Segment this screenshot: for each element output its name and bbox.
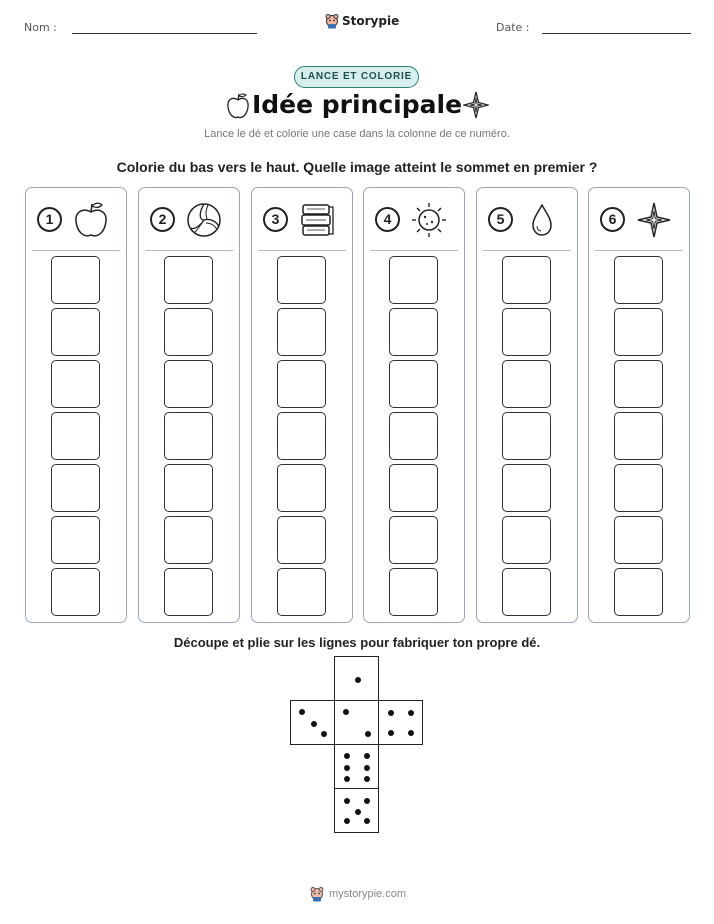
column-divider (595, 250, 683, 251)
column-2 (138, 187, 240, 623)
die-dot (364, 776, 370, 782)
cut-instruction: Découpe et plie sur les lignes pour fabriquer ton propre dé. (173, 635, 541, 650)
storypie-mascot-icon (325, 13, 339, 29)
color-box[interactable] (389, 360, 438, 408)
color-box[interactable] (164, 256, 213, 304)
die-face-1 (334, 656, 379, 701)
apple-icon (72, 200, 110, 240)
die-dot (408, 730, 414, 736)
brand-name: Storypie (342, 14, 400, 28)
color-box[interactable] (51, 256, 100, 304)
color-box[interactable] (389, 256, 438, 304)
color-box[interactable] (502, 464, 551, 512)
color-box[interactable] (164, 568, 213, 616)
name-label: Nom : (24, 21, 57, 34)
die-dot (364, 753, 370, 759)
color-box[interactable] (51, 360, 100, 408)
color-box[interactable] (51, 412, 100, 460)
color-box[interactable] (389, 568, 438, 616)
color-box[interactable] (277, 516, 326, 564)
footer (310, 886, 406, 902)
die-dot (299, 709, 305, 715)
color-box[interactable] (164, 412, 213, 460)
die-dot (311, 721, 317, 727)
die-dot (388, 710, 394, 716)
die-face-4 (378, 700, 423, 745)
color-box[interactable] (277, 568, 326, 616)
date-line[interactable] (542, 33, 691, 34)
color-box[interactable] (614, 516, 663, 564)
water-drop-icon (523, 200, 561, 240)
column-divider (483, 250, 571, 251)
column-divider (370, 250, 458, 251)
color-box[interactable] (164, 464, 213, 512)
color-box[interactable] (164, 516, 213, 564)
color-box[interactable] (277, 256, 326, 304)
die-dot (364, 765, 370, 771)
column-divider (258, 250, 346, 251)
color-box[interactable] (51, 568, 100, 616)
column-divider (32, 250, 120, 251)
subtitle: Lance le dé et colorie une case dans la colonne de ce numéro. (204, 128, 510, 140)
color-box[interactable] (614, 256, 663, 304)
column-3 (251, 187, 353, 623)
color-box[interactable] (614, 464, 663, 512)
color-box[interactable] (164, 308, 213, 356)
column-6 (588, 187, 690, 623)
color-box[interactable] (277, 360, 326, 408)
die-dot (344, 776, 350, 782)
die-dot (408, 710, 414, 716)
die-dot (355, 809, 361, 815)
color-box[interactable] (277, 308, 326, 356)
color-box[interactable] (614, 360, 663, 408)
die-dot (343, 709, 349, 715)
color-box[interactable] (502, 568, 551, 616)
color-box[interactable] (164, 360, 213, 408)
column-1 (25, 187, 127, 623)
sparkle-icon (463, 91, 489, 119)
color-box[interactable] (389, 308, 438, 356)
column-number: 6 (600, 207, 625, 232)
folded-towels-icon (298, 200, 336, 240)
page-title: Idée principale (251, 90, 463, 119)
column-number: 3 (263, 207, 288, 232)
die-dot (364, 798, 370, 804)
volleyball-icon (185, 200, 223, 240)
column-divider (145, 250, 233, 251)
color-box[interactable] (614, 568, 663, 616)
storypie-mascot-icon (310, 886, 324, 902)
die-face-3 (290, 700, 335, 745)
column-number: 4 (375, 207, 400, 232)
color-box[interactable] (389, 412, 438, 460)
color-box[interactable] (51, 516, 100, 564)
date-label: Date : (496, 21, 530, 34)
die-face-5 (334, 788, 379, 833)
activity-badge: LANCE ET COLORIE (294, 66, 419, 88)
die-dot (321, 731, 327, 737)
color-box[interactable] (502, 412, 551, 460)
color-box[interactable] (277, 464, 326, 512)
column-4 (363, 187, 465, 623)
color-box[interactable] (51, 308, 100, 356)
die-face-2 (334, 700, 379, 745)
column-number: 2 (150, 207, 175, 232)
column-number: 1 (37, 207, 62, 232)
die-dot (344, 753, 350, 759)
sun-icon (410, 200, 448, 240)
color-box[interactable] (614, 412, 663, 460)
color-box[interactable] (51, 464, 100, 512)
sparkle-icon (635, 200, 673, 240)
color-box[interactable] (502, 308, 551, 356)
brand-logo (325, 13, 399, 29)
instruction: Colorie du bas vers le haut. Quelle image atteint le sommet en premier ? (116, 159, 598, 175)
die-dot (344, 818, 350, 824)
die-dot (344, 798, 350, 804)
color-box[interactable] (502, 516, 551, 564)
die-dot (344, 765, 350, 771)
die-face-6 (334, 744, 379, 789)
footer-url[interactable]: mystorypie.com (329, 888, 407, 900)
color-box[interactable] (614, 308, 663, 356)
color-box[interactable] (389, 464, 438, 512)
die-dot (388, 730, 394, 736)
column-number: 5 (488, 207, 513, 232)
die-dot (365, 731, 371, 737)
color-box[interactable] (277, 412, 326, 460)
color-box[interactable] (502, 256, 551, 304)
column-5 (476, 187, 578, 623)
name-line[interactable] (72, 33, 257, 34)
die-dot (364, 818, 370, 824)
color-box[interactable] (389, 516, 438, 564)
color-box[interactable] (502, 360, 551, 408)
die-dot (355, 677, 361, 683)
